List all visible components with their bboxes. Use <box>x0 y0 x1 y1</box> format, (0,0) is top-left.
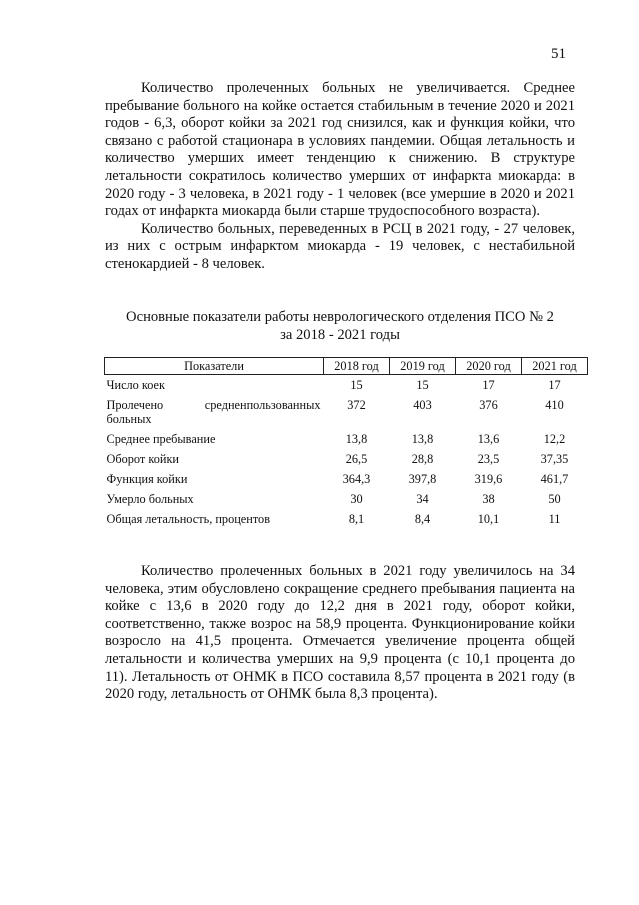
paragraph: Количество пролеченных больных не увеличивается. Среднее пребывание больного на койке остается стабильным в течение 2020 и 2021 годов - 6,3, оборот койки за 2021 год снизился, как и функция койки, что связано с работой стационара в условиях пандемии. Общая летальность и количество умерших имеет тенденцию к снижению. В структуре летальности сократилось количество умерших от инфаркта миокарда: в 2020 году - 3 человека, в 2021 году - 1 человек (все умершие в 2020 и 2021 годах от инфаркта миокарда были старше трудоспособного возраста). <box>105 80 575 220</box>
page-number: 51 <box>551 46 566 62</box>
cell-value: 13,8 <box>345 432 368 446</box>
table-title-line: Основные показатели работы неврологического отделения ПСО № 2 <box>126 309 554 325</box>
cell-value: 8,4 <box>414 512 431 526</box>
row-label: Оборот койки <box>106 452 180 466</box>
cell-value: 13,8 <box>411 432 434 446</box>
cell-value: 26,5 <box>345 452 368 466</box>
table-row <box>105 469 588 489</box>
table-row <box>105 375 588 396</box>
cell-value: 37,35 <box>540 452 569 466</box>
cell-value: 8,1 <box>348 512 365 526</box>
table-header-row <box>105 358 588 375</box>
cell-value: 23,5 <box>477 452 500 466</box>
table-row <box>105 489 588 509</box>
header-cell: 2018 год <box>324 358 390 375</box>
cell-value: 372 <box>347 398 366 412</box>
paragraph: Количество больных, переведенных в РСЦ в 2021 году, - 27 человек, из них с острым инфарктом миокарда - 19 человек, с нестабильной стенокардией - 8 человек. <box>105 220 575 272</box>
row-label: Среднее пребывание <box>106 432 216 446</box>
cell-value: 397,8 <box>408 472 437 486</box>
table-row <box>105 449 588 469</box>
cell-value: 403 <box>413 398 432 412</box>
cell-value: 50 <box>548 492 561 506</box>
paragraph: Количество пролеченных больных в 2021 году увеличилось на 34 человека, этим обусловлено сокращение среднего пребывания пациента на койке с 13,6 в 2020 году до 12,2 дня в 2021 году, оборот койки, соответственно, также возрос на 58,9 процента. Функционирование койки возросло на 41,5 процента. Отмечается увеличение процента общей летальности и количества умерших на 9,9 процента (с 10,1 процента до 11). Летальность от ОНМК в ПСО составила 8,57 процента в 2021 году (в 2020 году, летальность от ОНМК была 8,3 процента). <box>105 563 575 703</box>
table-title-line: за 2018 - 2021 годы <box>280 327 400 343</box>
cell-value: 28,8 <box>411 452 434 466</box>
row-label: Умерло больных <box>106 492 194 506</box>
row-label-line: Пролечено средненпользованных <box>106 398 321 412</box>
cell-value: 376 <box>479 398 498 412</box>
cell-value: 364,3 <box>342 472 371 486</box>
table-row <box>105 429 588 449</box>
header-cell: 2020 год <box>456 358 522 375</box>
row-label-line: больных <box>106 412 152 426</box>
cell-value: 461,7 <box>540 472 569 486</box>
row-label: Общая летальность, процентов <box>106 512 271 526</box>
row-label: Функция койки <box>106 472 188 486</box>
text-block-bottom <box>105 563 575 704</box>
cell-value: 15 <box>350 378 363 392</box>
cell-value: 17 <box>548 378 561 392</box>
cell-value: 319,6 <box>474 472 503 486</box>
table-row <box>105 509 588 529</box>
header-cell: 2021 год <box>522 358 588 375</box>
cell-value: 30 <box>350 492 363 506</box>
cell-value: 10,1 <box>477 512 500 526</box>
cell-value: 13,6 <box>477 432 500 446</box>
cell-value: 17 <box>482 378 495 392</box>
row-label: Число коек <box>106 378 165 392</box>
cell-value: 11 <box>548 512 561 526</box>
cell-value: 34 <box>416 492 429 506</box>
header-cell: Показатели <box>105 358 324 375</box>
cell-value: 38 <box>482 492 495 506</box>
header-cell: 2019 год <box>390 358 456 375</box>
text-block-top <box>105 80 575 274</box>
table-title <box>105 308 575 344</box>
table-row <box>105 395 588 429</box>
cell-value: 410 <box>545 398 564 412</box>
cell-value: 15 <box>416 378 429 392</box>
stats-table <box>104 357 588 529</box>
cell-value: 12,2 <box>543 432 566 446</box>
row-label <box>105 395 324 429</box>
